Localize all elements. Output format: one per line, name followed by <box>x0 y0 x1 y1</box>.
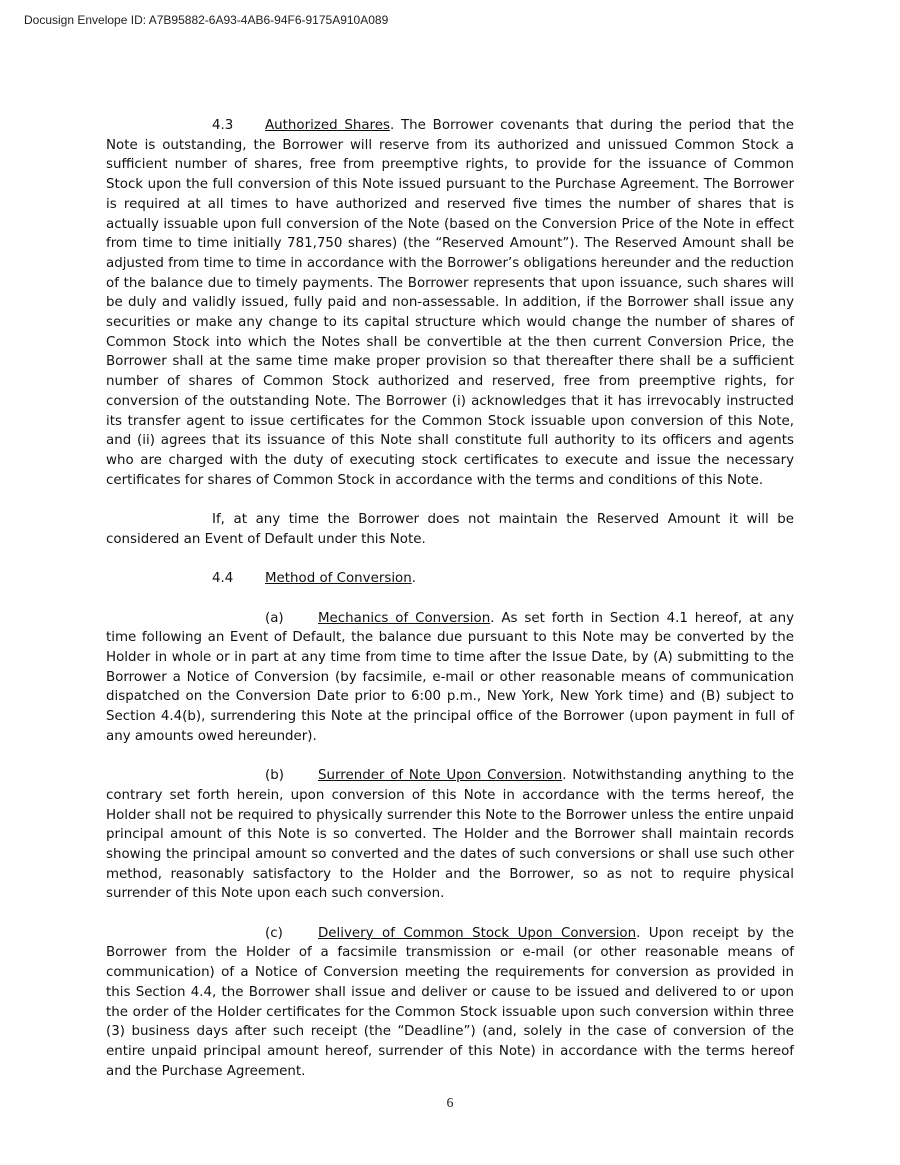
section-title-suffix: . <box>411 571 416 587</box>
subsection-title: Delivery of Common Stock Upon Conversion <box>318 925 637 941</box>
section-body: . The Borrower covenants that during the period that the Note is outstanding, the Borrower will reserve from its authorized and unissued Common Stock a sufficient number of shares, free from preemptive rights, to provide for the issuance of Common Stock upon the full conversion of this Note issued pursuant to the Purchase Agreement. The Borrower is required at all times to have authorized and reserved five times the number of shares that is actually issuable upon full conversion of the Note (based on the Conversion Price of the Note in effect from time to time initially 781,750 shares) (the “Reserved Amount”). The Reserved Amount shall be adjusted from time to time in accordance with the Borrower’s obligations hereunder and the reduction of the balance due to timely payments. The Borrower represents that upon issuance, such shares will be duly and validly issued, fully paid and non-assessable. In addition, if the Borrower shall issue any securities or make any change to its capital structure which would change the number of shares of Common Stock into which the Notes shall be convertible at the then current Conversion Price, the Borrower shall at the same time make proper provision so that thereafter there shall be a sufficient number of shares of Common Stock authorized and reserved, free from preemptive rights, for conversion of the outstanding Note. The Borrower (i) acknowledges that it has irrevocably instructed its transfer agent to issue certificates for the Common Stock issuable upon conversion of this Note, and (ii) agrees that its issuance of this Note shall constitute full authority to its officers and agents who are charged with the duty of executing stock certificates to execute and issue the necessary certificates for shares of Common Stock in accordance with the terms and conditions of this Note. <box>106 118 794 488</box>
subsection-title: Surrender of Note Upon Conversion <box>318 768 563 784</box>
document-body <box>106 116 794 1081</box>
section-4-3-paragraph <box>106 116 794 490</box>
subsection-4-4-b <box>106 766 794 904</box>
subsection-body: . As set forth in Section 4.1 hereof, at any time following an Event of Default, the balance due pursuant to this Note may be converted by the Holder in whole or in part at any time from time to time after the Issue Date, by (A) submitting to the Borrower a Notice of Conversion (by facsimile, e-mail or other reasonable means of communication dispatched on the Conversion Date prior to 6:00 p.m., New York, New York time) and (B) subject to Section 4.4(b), surrendering this Note at the principal office of the Borrower (upon payment in full of any amounts owed hereunder). <box>106 610 794 744</box>
section-title: Method of Conversion <box>265 571 412 587</box>
section-number: 4.4 <box>212 571 234 587</box>
section-number: 4.3 <box>212 118 234 133</box>
reserved-amount-default-paragraph <box>106 510 794 549</box>
section-title: Authorized Shares <box>265 118 390 133</box>
subsection-body: . Upon receipt by the Borrower from the Holder of a facsimile transmission or e-mail (or other reasonable means of communication) of a Notice of Conversion meeting the requirements for conversion as provided in this Section 4.4, the Borrower shall issue and deliver or cause to be issued and delivered to or upon the order of the Holder certificates for the Common Stock issuable upon such conversion within three (3) business days after such receipt (the “Deadline”) (and, solely in the case of conversion of the entire unpaid principal amount hereof, surrender of this Note) in accordance with the terms hereof and the Purchase Agreement. <box>106 925 794 1079</box>
page-number: 6 <box>446 1096 454 1111</box>
subsection-label: (a) <box>265 610 284 626</box>
subsection-title: Mechanics of Conversion <box>318 610 491 626</box>
paragraph-text: If, at any time the Borrower does not maintain the Reserved Amount it will be considered an Event of Default under this Note. <box>106 512 794 547</box>
docusign-envelope-id: Docusign Envelope ID: A7B95882-6A93-4AB6-94F6-9175A910A089 <box>24 13 389 27</box>
subsection-label: (c) <box>265 925 283 941</box>
subsection-4-4-a <box>106 609 794 747</box>
subsection-body: . Notwithstanding anything to the contrary set forth herein, upon conversion of this Note in accordance with the terms hereof, the Holder shall not be required to physically surrender this Note to the Borrower unless the entire unpaid principal amount of this Note is so converted. The Holder and the Borrower shall maintain records showing the principal amount so converted and the dates of such conversions or shall use such other method, reasonably satisfactory to the Holder and the Borrower, so as not to require physical surrender of this Note upon each such conversion. <box>106 768 794 902</box>
section-4-4-heading <box>106 569 794 589</box>
subsection-label: (b) <box>265 768 284 784</box>
subsection-4-4-c <box>106 924 794 1082</box>
